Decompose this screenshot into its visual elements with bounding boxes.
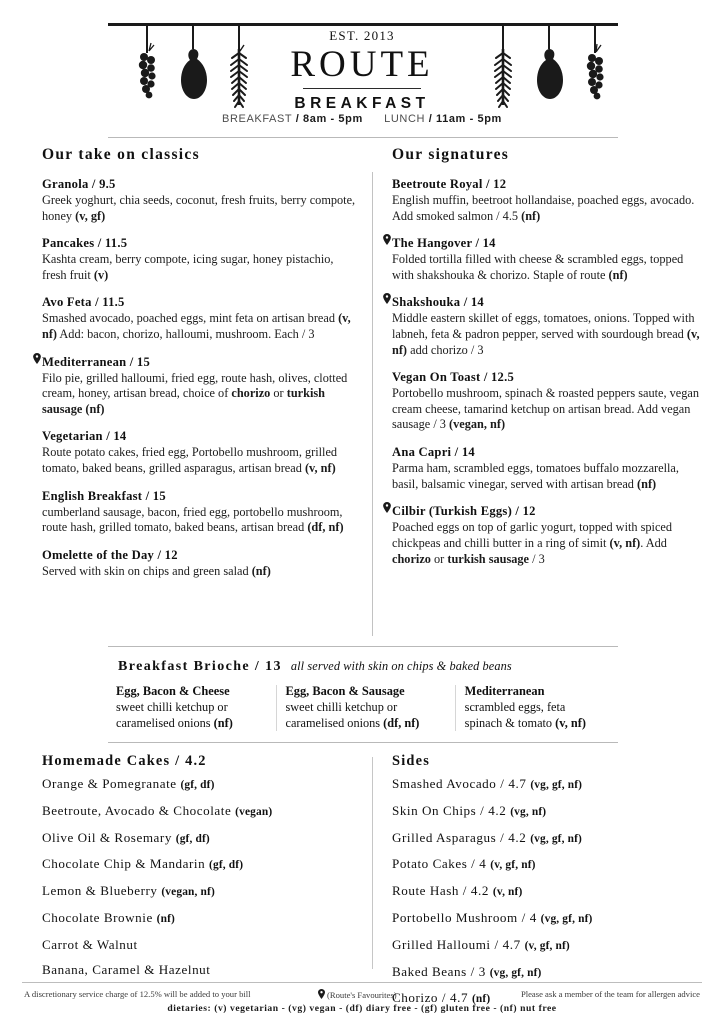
side-item xyxy=(392,804,706,818)
side-item-price: / 4 xyxy=(471,856,487,872)
side-item-price: / 3 xyxy=(470,963,486,979)
header-divider xyxy=(108,137,618,138)
lunch-hours-label: LUNCH xyxy=(384,113,426,125)
dietaries-legend: dietaries: (v) vegetarian - (vg) vegan - (df) diary free - (gf) gluten free - (nf) nut free xyxy=(167,1003,557,1014)
footer-divider xyxy=(22,982,702,983)
side-item xyxy=(392,831,706,845)
location-pin-icon xyxy=(318,989,325,1001)
route-favourite-pin-icon xyxy=(383,293,391,304)
menu-item-name: Vegetarian / 14 xyxy=(42,429,127,444)
brioche-option-description: sweet chilli ketchup or caramelised onions (nf) xyxy=(116,700,233,730)
side-item-name: Route Hash xyxy=(392,883,459,899)
cake-item xyxy=(42,938,359,951)
menu-item-name: Cilbir (Turkish Eggs) / 12 xyxy=(392,504,536,519)
menu-item-name: Pancakes / 11.5 xyxy=(42,236,128,251)
cake-item-name: Banana, Caramel & Hazelnut xyxy=(42,962,211,978)
menu-item-description: cumberland sausage, bacon, fried egg, portobello mushroom, route hash, grilled tomato, baked beans, artisan bread (df, nf) xyxy=(42,504,344,535)
cake-item-name: Chocolate Brownie xyxy=(42,909,153,925)
cake-item xyxy=(42,777,359,791)
cake-item-tags: (gf, df) xyxy=(175,832,210,845)
cake-item xyxy=(42,911,359,925)
side-item-tags: (v, nf) xyxy=(492,886,523,899)
side-item-price: / 4.7 xyxy=(500,776,527,791)
menu-item-name: Beetroute Royal / 12 xyxy=(392,177,507,191)
section-title-sides: Sides xyxy=(392,753,430,769)
side-item-price: / 4.7 xyxy=(494,936,521,952)
brioche-option xyxy=(286,684,465,731)
logo-rule xyxy=(303,88,421,89)
signatures-item-list xyxy=(392,177,706,567)
menu-header xyxy=(0,0,724,132)
menu-item xyxy=(42,489,359,536)
favourites-legend xyxy=(318,989,397,1001)
cake-item xyxy=(42,963,359,976)
established-year: EST. 2013 xyxy=(329,28,395,43)
menu-item-name: Avo Feta / 11.5 xyxy=(42,295,125,310)
cake-item xyxy=(42,857,359,871)
cake-item-name: Olive Oil & Rosemary xyxy=(42,829,172,845)
menu-item xyxy=(42,236,359,283)
menu-item xyxy=(42,548,359,580)
cake-item xyxy=(42,884,359,898)
menu-item-description: Portobello mushroom, spinach & roasted peppers saute, vegan cream cheese, tamarind ketchup on artisan bread. Add vegan sausage / 3 (vegan, nf) xyxy=(392,386,700,432)
opening-hours xyxy=(0,113,724,125)
lunch-hours-value: / 11am - 5pm xyxy=(428,113,502,125)
brand-logo xyxy=(0,28,724,113)
brioche-option xyxy=(116,684,286,731)
brioche-option-list xyxy=(116,684,610,731)
side-item-name: Smashed Avocado xyxy=(392,776,497,791)
side-item-price: / 4.7 xyxy=(441,990,469,1006)
side-item-tags: (vg, nf) xyxy=(510,805,547,818)
brioche-option-name: Egg, Bacon & Cheese xyxy=(116,684,230,698)
menu-item-description: Middle eastern skillet of eggs, tomatoes, onions. Topped with labneh, feta & padron pepper, served with sourdough bread (v, nf) add chorizo / 3 xyxy=(392,311,700,357)
section-sides xyxy=(375,753,724,1018)
menu-item-description: Greek yoghurt, chia seeds, coconut, fresh fruits, berry compote, honey (v, gf) xyxy=(42,193,356,223)
menu-item xyxy=(392,236,706,283)
cake-item xyxy=(42,831,359,845)
menu-item xyxy=(42,429,359,476)
menu-item-description: Route potato cakes, fried egg, Portobello mushroom, grilled tomato, baked beans, grilled asparagus, artisan bread (v, nf) xyxy=(42,445,338,476)
cake-item-tags: (gf, df) xyxy=(180,779,215,791)
side-item-name: Baked Beans xyxy=(392,963,467,979)
brand-name: ROUTE xyxy=(290,44,434,85)
menu-item xyxy=(42,177,359,224)
side-item-price: / 4.2 xyxy=(480,802,507,818)
route-favourite-pin-icon xyxy=(383,502,391,513)
brioche-title: Breakfast Brioche / 13 xyxy=(118,659,282,674)
menu-item-description: Served with skin on chips and green salad (nf) xyxy=(42,563,271,578)
menu-item-name: Vegan On Toast / 12.5 xyxy=(392,370,515,385)
brioche-option-name: Egg, Bacon & Sausage xyxy=(285,684,405,698)
side-item xyxy=(392,938,706,952)
section-title-classics: Our take on classics xyxy=(42,146,200,163)
cakes-item-list xyxy=(42,777,359,976)
menu-item-description: Kashta cream, berry compote, icing sugar, honey pistachio, fresh fruit (v) xyxy=(42,252,334,282)
allergen-note: Please ask a member of the team for allergen advice xyxy=(520,989,700,999)
cake-item xyxy=(42,804,359,818)
side-item-name: Skin On Chips xyxy=(392,802,477,818)
side-item-name: Grilled Halloumi xyxy=(392,936,491,952)
menu-item-name: Shakshouka / 14 xyxy=(392,295,484,310)
menu-item xyxy=(42,355,359,418)
side-item xyxy=(392,777,706,791)
menu-item-description: Parma ham, scrambled eggs, tomatoes buffalo mozzarella, basil, balsamic vinegar, served with artisan bread (nf) xyxy=(392,461,679,491)
section-title-signatures: Our signatures xyxy=(392,146,510,163)
side-item-name: Potato Cakes xyxy=(392,856,468,872)
menu-item-description: Smashed avocado, poached eggs, mint feta on artisan bread (v, nf) Add: bacon, chorizo, halloumi, mushroom. Each / 3 xyxy=(42,311,351,342)
side-item xyxy=(392,911,706,925)
side-item-tags: (nf) xyxy=(471,993,491,1006)
cake-item-tags: (gf, df) xyxy=(209,859,244,872)
menu-item-name: Omelette of the Day / 12 xyxy=(42,547,178,562)
brioche-option-name: Mediterranean xyxy=(464,684,545,698)
side-item-tags: (vg, gf, nf) xyxy=(489,966,542,979)
menu-item-name: Mediterranean / 15 xyxy=(42,354,151,369)
menu-item-description: Folded tortilla filled with cheese & scrambled eggs, topped with shakshouka & chorizo. Staple of route (nf) xyxy=(392,252,684,282)
brand-subtitle: BREAKFAST xyxy=(294,94,430,112)
section-title-cakes: Homemade Cakes / 4.2 xyxy=(42,753,207,769)
brioche-note: all served with skin on chips & baked beans xyxy=(290,659,512,673)
breakfast-hours-value: / 8am - 5pm xyxy=(295,113,363,125)
side-item-name: Grilled Asparagus xyxy=(392,829,497,845)
side-item-price: / 4.2 xyxy=(500,829,527,845)
side-item xyxy=(392,884,706,898)
breakfast-hours-label: BREAKFAST xyxy=(222,113,293,125)
menu-item xyxy=(392,295,706,358)
menu-footer xyxy=(0,987,724,1004)
cake-item-name: Orange & Pomegranate xyxy=(42,776,177,791)
cake-item-tags: (vegan) xyxy=(235,805,273,818)
menu-item-description: Poached eggs on top of garlic yogurt, topped with spiced chickpeas and chilli butter in a ring of simit (v, nf). Add chorizo or turkish sausage / 3 xyxy=(392,520,673,566)
section-breakfast-brioche xyxy=(108,646,618,743)
menu-item xyxy=(392,370,706,433)
cake-item-tags: (vegan, nf) xyxy=(161,886,215,899)
section-signatures xyxy=(375,146,724,592)
side-item-price: / 4 xyxy=(521,909,537,925)
brioche-option-description: sweet chilli ketchup or caramelised onions (df, nf) xyxy=(285,700,420,730)
side-item-tags: (vg, gf, nf) xyxy=(540,912,593,925)
brioche-option xyxy=(465,684,610,731)
main-menu-sections xyxy=(0,146,724,592)
service-charge-note: A discretionary service charge of 12.5% will be added to your bill xyxy=(24,989,251,999)
menu-item-name: Granola / 9.5 xyxy=(42,177,116,191)
menu-item xyxy=(42,295,359,342)
menu-item-name: Ana Capri / 14 xyxy=(392,445,475,460)
sides-item-list xyxy=(392,777,706,1006)
side-item-tags: (v, gf, nf) xyxy=(524,939,570,952)
side-item-name: Chorizo xyxy=(392,990,439,1006)
side-item-tags: (v, gf, nf) xyxy=(490,859,536,872)
section-classics xyxy=(0,146,375,592)
menu-item xyxy=(392,504,706,567)
menu-item xyxy=(392,445,706,492)
cake-item-name: Carrot & Walnut xyxy=(42,936,138,952)
section-homemade-cakes xyxy=(0,753,375,1018)
cake-item-name: Chocolate Chip & Mandarin xyxy=(42,856,206,872)
side-item-tags: (vg, gf, nf) xyxy=(530,779,583,791)
menu-item-name: English Breakfast / 15 xyxy=(42,488,166,503)
menu-item-description: Filo pie, grilled halloumi, fried egg, route hash, olives, clotted cream, honey, artisan bread, choice of chorizo or turkish sausage (nf) xyxy=(42,370,348,416)
brioche-heading xyxy=(118,657,610,675)
favourites-legend-text: (Route's Favourites) xyxy=(327,990,397,1000)
menu-item-name: The Hangover / 14 xyxy=(392,236,496,251)
route-favourite-pin-icon xyxy=(33,353,41,364)
brioche-option-description: scrambled eggs, feta spinach & tomato (v, nf) xyxy=(464,700,586,730)
side-item-name: Portobello Mushroom xyxy=(392,909,518,925)
side-item-price: / 4.2 xyxy=(462,883,490,899)
classics-item-list xyxy=(42,177,359,580)
cake-item-tags: (nf) xyxy=(156,912,175,925)
bottom-menu-sections xyxy=(0,753,724,1018)
side-item-tags: (vg, gf, nf) xyxy=(530,832,582,845)
cake-item-name: Lemon & Blueberry xyxy=(42,883,158,899)
side-item xyxy=(392,857,706,871)
menu-item xyxy=(392,177,706,224)
side-item xyxy=(392,965,706,979)
route-favourite-pin-icon xyxy=(383,234,391,245)
menu-item-description: English muffin, beetroot hollandaise, poached eggs, avocado. Add smoked salmon / 4.5 (nf) xyxy=(392,193,695,223)
cake-item-name: Beetroute, Avocado & Chocolate xyxy=(42,802,232,818)
